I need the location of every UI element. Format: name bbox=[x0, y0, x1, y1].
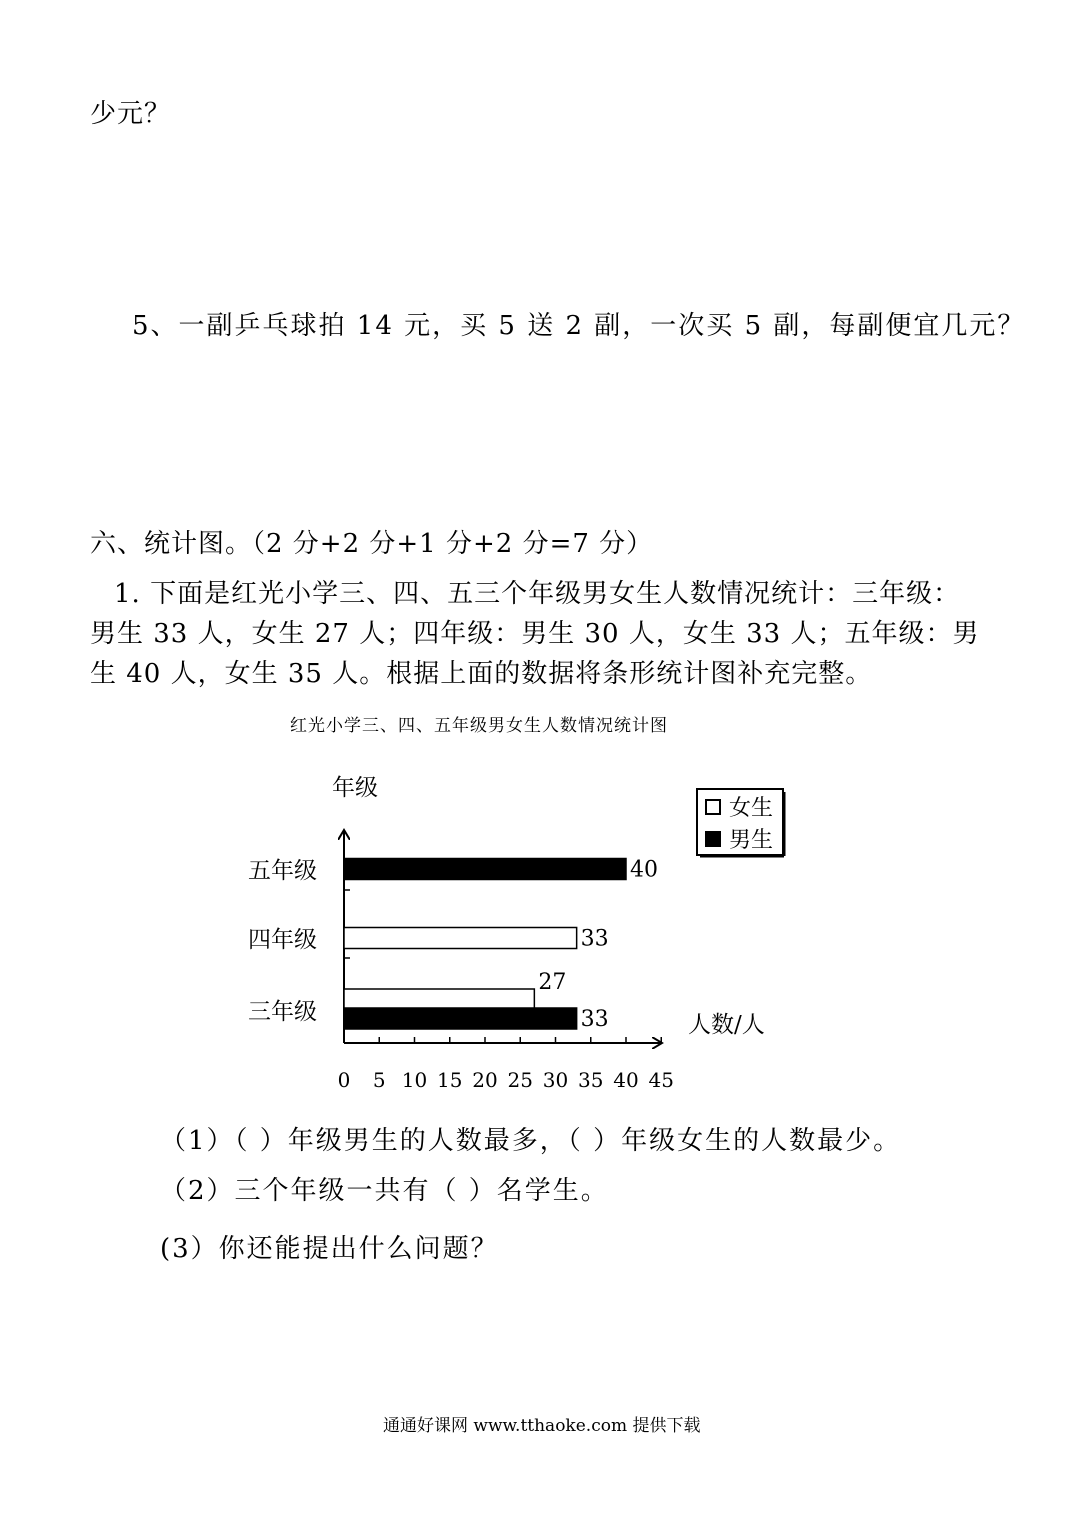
question-3: (3）你还能提出什么问题？ bbox=[160, 1234, 499, 1264]
x-tick-label: 40 bbox=[613, 1068, 639, 1092]
section-6-desc-line-3: 生 40 人，女生 35 人。根据上面的数据将条形统计图补充完整。 bbox=[90, 659, 873, 689]
bar-data-label: 33 bbox=[580, 1007, 609, 1032]
x-tick-label: 10 bbox=[401, 1068, 428, 1092]
legend-swatch bbox=[706, 800, 720, 814]
legend-swatch bbox=[706, 832, 720, 846]
bar bbox=[344, 989, 534, 1010]
question-1: （1）（ ）年级男生的人数最多，（ ）年级女生的人数最少。 bbox=[160, 1126, 902, 1156]
x-tick-label: 5 bbox=[372, 1068, 386, 1092]
bar-data-label: 33 bbox=[580, 926, 609, 952]
x-tick-label: 0 bbox=[337, 1068, 351, 1092]
question-2: （2）三个年级一共有（ ）名学生。 bbox=[160, 1176, 609, 1206]
x-tick-label: 15 bbox=[437, 1068, 463, 1092]
problem-5: 5、一副乒乓球拍 14 元，买 5 送 2 副，一次买 5 副，每副便宜几元？ bbox=[132, 311, 1026, 341]
category-label: 三年级 bbox=[248, 999, 317, 1025]
chart-title: 红光小学三、四、五年级男女生人数情况统计图 bbox=[290, 716, 668, 736]
bar bbox=[344, 1008, 577, 1029]
y-axis-label: 年级 bbox=[332, 775, 378, 801]
page-footer: 通通好课网 www.tthaoke.com 提供下载 bbox=[383, 1416, 701, 1436]
x-tick-label: 30 bbox=[542, 1068, 569, 1092]
x-axis-label: 人数/人 bbox=[688, 1012, 765, 1038]
bar-data-label: 27 bbox=[538, 970, 567, 995]
legend-label: 女生 bbox=[729, 796, 774, 821]
section-6-desc-line-1: 1. 下面是红光小学三、四、五三个年级男女生人数情况统计：三年级： bbox=[114, 579, 961, 609]
bar-data-label: 40 bbox=[630, 857, 658, 883]
bar bbox=[344, 928, 577, 949]
section-6-desc-line-2: 男生 33 人，女生 27 人；四年级：男生 30 人，女生 33 人；五年级：男 bbox=[90, 619, 980, 649]
bar bbox=[344, 859, 626, 880]
section-6-heading: 六、统计图。（2 分+2 分+1 分+2 分=7 分） bbox=[90, 529, 654, 559]
top-text: 少元？ bbox=[90, 99, 172, 129]
x-tick-label: 20 bbox=[472, 1068, 498, 1092]
x-tick-label: 25 bbox=[507, 1068, 533, 1092]
legend-label: 男生 bbox=[729, 828, 774, 853]
category-label: 四年级 bbox=[248, 927, 317, 953]
x-tick-label: 45 bbox=[648, 1068, 674, 1092]
x-tick-label: 35 bbox=[578, 1068, 604, 1092]
category-label: 五年级 bbox=[248, 858, 317, 884]
